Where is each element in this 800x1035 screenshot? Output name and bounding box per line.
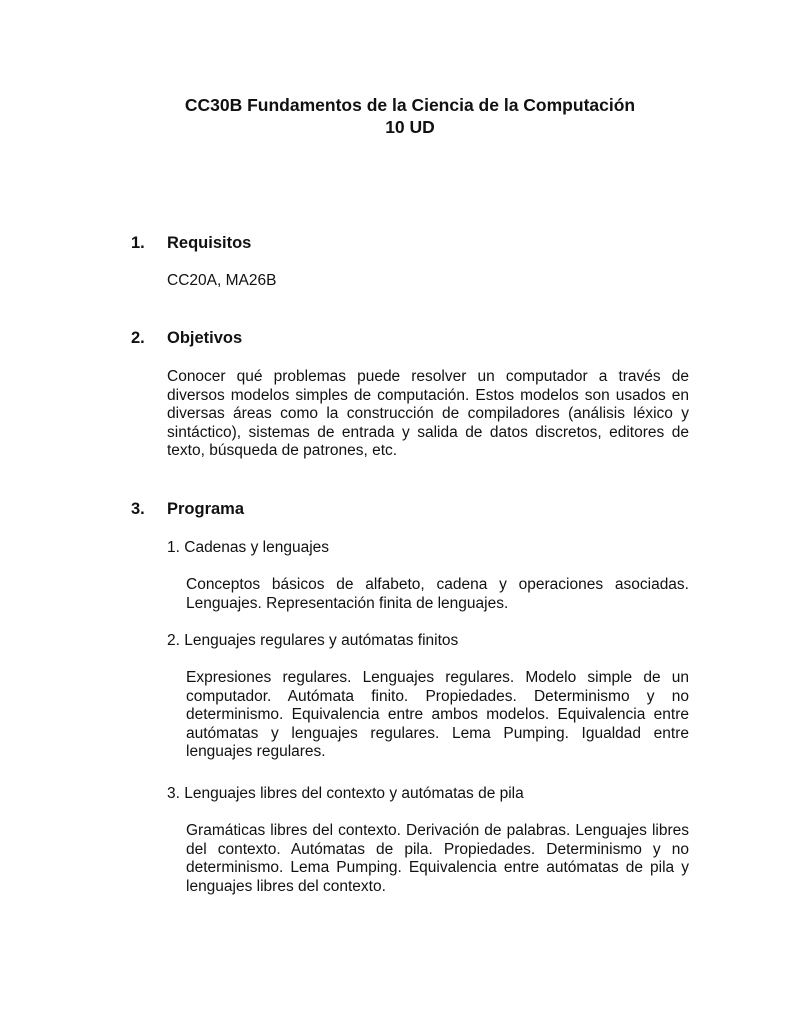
document-title: CC30B Fundamentos de la Ciencia de la Computación (184, 95, 636, 115)
program-item-title: Lenguajes libres del contexto y autómatas de pila (184, 785, 524, 802)
program-item-heading (167, 538, 329, 557)
program-item-heading (167, 784, 524, 803)
program-item-number: 3. (167, 785, 180, 802)
program-item-title: Lenguajes regulares y autómatas finitos (184, 632, 459, 649)
section-number: 3. (131, 500, 145, 518)
section-number: 1. (131, 234, 145, 252)
program-item-body: Gramáticas libres del contexto. Derivación de palabras. Lenguajes libres del contexto. Autómatas de pila. Propiedades. Determinismo y no determinismo. Lema Pumping. Equivalencia entre autómatas de pila y lenguajes libres del contexto. (186, 822, 689, 895)
section-body: Conocer qué problemas puede resolver un computador a través de diversos modelos simples de computación. Estos modelos son usados en diversas áreas como la construcción de compiladores (análisis léxico y sintáctico), sistemas de entrada y salida de datos discretos, editores de texto, búsqueda de patrones, etc. (167, 368, 689, 459)
program-item-body: Conceptos básicos de alfabeto, cadena y operaciones asociadas. Lenguajes. Representación finita de lenguajes. (186, 576, 689, 612)
program-item-title: Cadenas y lenguajes (184, 539, 330, 556)
program-item-body: Expresiones regulares. Lenguajes regulares. Modelo simple de un computador. Autómata finito. Propiedades. Determinismo y no determinismo. Equivalencia entre ambos modelos. Equivalencia entre autómatas y lenguajes regulares. Lema Pumping. Igualdad entre lenguajes regulares. (186, 669, 689, 760)
document-credits: 10 UD (385, 117, 435, 137)
program-item-number: 2. (167, 632, 180, 649)
section-number: 2. (131, 329, 145, 347)
section-body: CC20A, MA26B (167, 272, 277, 289)
program-item-heading (167, 631, 458, 650)
section-title: Programa (167, 500, 245, 518)
section-title: Requisitos (167, 234, 252, 252)
program-item-number: 1. (167, 539, 180, 556)
section-title: Objetivos (167, 329, 243, 347)
